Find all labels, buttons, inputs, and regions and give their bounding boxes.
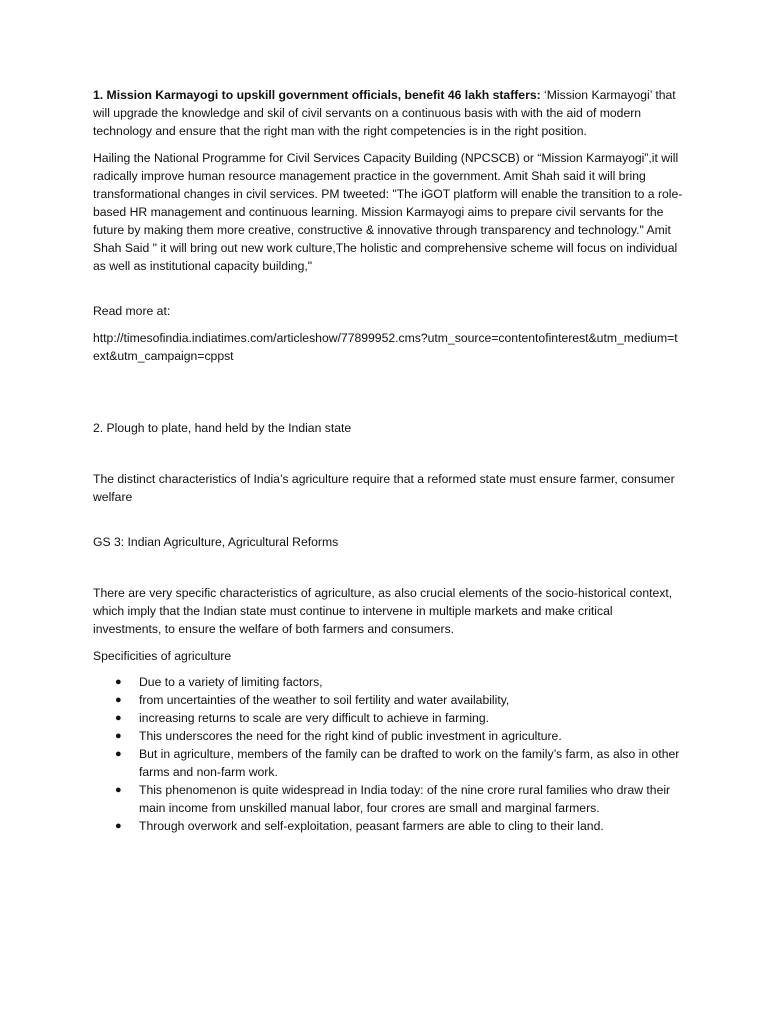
bullet-icon: ● [115, 748, 122, 760]
bullet-text: But in agriculture, members of the family can be drafted to work on the family’s farm, as also in other farms and non-farm work. [139, 747, 680, 779]
list-item [93, 691, 683, 709]
bullet-text: Due to a variety of limiting factors, [139, 675, 323, 689]
bullet-icon: ● [115, 676, 122, 688]
read-more-label: Read more at: [93, 304, 171, 318]
section-title: Specificities of agriculture [93, 649, 232, 663]
bullet-icon: ● [115, 784, 122, 796]
gs-tag: GS 3: Indian Agriculture, Agricultural Reforms [93, 535, 339, 549]
bullet-icon: ● [115, 694, 122, 706]
list-item [93, 781, 683, 817]
bullet-icon: ● [115, 730, 122, 742]
article1-paragraph [93, 86, 683, 140]
list-item [93, 673, 683, 691]
bullet-text: Through overwork and self-exploitation, peasant farmers are able to cling to their land. [139, 819, 604, 833]
article2-subheading: The distinct characteristics of India’s agriculture require that a reformed state must ensure farmer, consumer welfare [93, 472, 675, 504]
bullet-text: This phenomenon is quite widespread in India today: of the nine crore rural families who draw their main income from unskilled manual labor, four crores are small and marginal farmers. [139, 783, 671, 815]
article1-heading: 1. Mission Karmayogi to upskill government officials, benefit 46 lakh staffers: [93, 88, 541, 102]
list-item [93, 817, 683, 835]
article1-heading-rest: ‘Mission Karmayogi’ that will upgrade the knowledge and skil of civil servants on a continuous basis with with the aid of modern technology and ensure that the right man with the right competencies is in the right position. [93, 88, 676, 138]
list-item [93, 727, 683, 745]
bullet-text: from uncertainties of the weather to soil fertility and water availability, [139, 693, 510, 707]
article1-body: Hailing the National Programme for Civil Services Capacity Building (NPCSCB) or “Mission Karmayogi”,it will radically improve human resource management practice in the government. Amit Shah said it will bring transformational changes in civil services. PM tweeted: "The iGOT platform will enable the transition to a role-based HR management and continuous learning. Mission Karmayogi aims to prepare civil servants for the future by making them more creative, constructive & innovative through transparency and technology." Amit Shah Said " it will bring out new work culture,The holistic and comprehensive scheme will focus on individual as well as institutional capacity building," [93, 151, 683, 273]
read-more-link[interactable]: http://timesofindia.indiatimes.com/articleshow/77899952.cms?utm_source=contentofinterest&utm_medium=text&utm_campaign=cppst [93, 331, 678, 363]
bullet-icon: ● [115, 820, 122, 832]
document-page [93, 86, 683, 835]
article2-intro: There are very specific characteristics of agriculture, as also crucial elements of the socio-historical context, which imply that the Indian state must continue to intervene in multiple markets and make critical investments, to ensure the welfare of both farmers and consumers. [93, 586, 673, 636]
article2-heading: 2. Plough to plate, hand held by the Indian state [93, 421, 352, 435]
bullet-list [93, 673, 683, 835]
list-item [93, 745, 683, 781]
bullet-icon: ● [115, 712, 122, 724]
bullet-text: This underscores the need for the right kind of public investment in agriculture. [139, 729, 562, 743]
bullet-text: increasing returns to scale are very difficult to achieve in farming. [139, 711, 489, 725]
list-item [93, 709, 683, 727]
